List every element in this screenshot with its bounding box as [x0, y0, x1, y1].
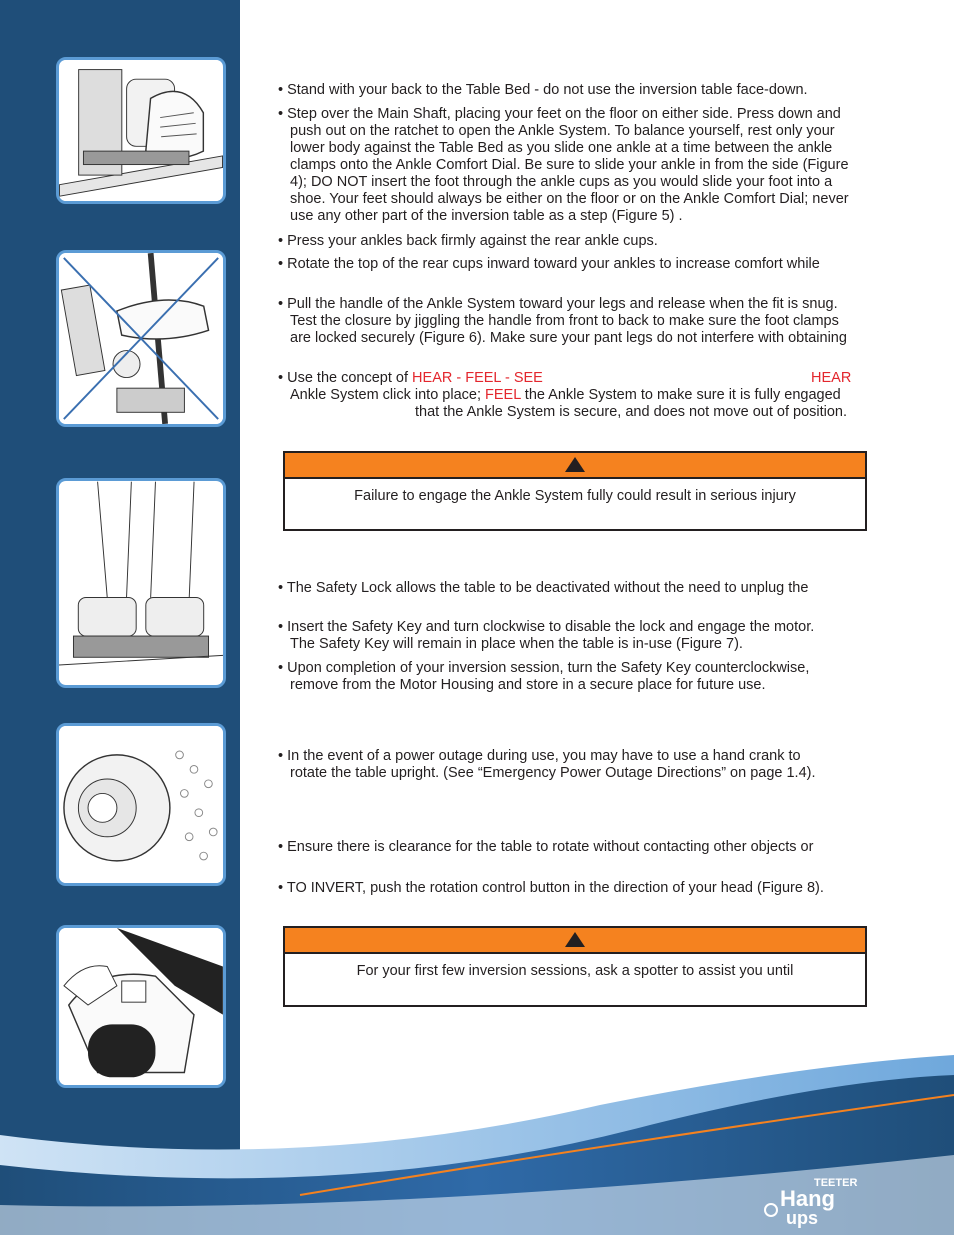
text-line: remove from the Motor Housing and store in a secure place for future use. — [290, 677, 766, 693]
ankle-bullet-rotate-cups: • Rotate the top of the rear cups inward toward your ankles to increase comfort while — [278, 256, 820, 272]
text-line: • Step over the Main Shaft, placing your feet on the floor on either side. Press down and — [278, 106, 841, 122]
text-line: The Safety Key will remain in place when the table is in-use (Figure 7). — [290, 636, 743, 652]
logo-sub-text: ups — [786, 1208, 819, 1228]
feel-emphasis: FEEL — [485, 387, 521, 403]
text-line — [278, 387, 908, 404]
text-line: that the Ankle System is secure, and does not move out of position. — [415, 404, 848, 420]
ankle-bullet-step-over — [278, 106, 908, 225]
ankle-bullet-press-back: • Press your ankles back firmly against the rear ankle cups. — [278, 233, 658, 249]
text-run: the Ankle System to make sure it is fully engaged — [520, 387, 841, 403]
motor-housing-figure — [56, 723, 226, 886]
safety-bullet-insert-key — [278, 619, 908, 653]
text-line: Test the closure by jiggling the handle from front to back to make sure the foot clamps — [290, 313, 839, 329]
text-line: • Upon completion of your inversion session, turn the Safety Key counterclockwise, — [278, 660, 810, 676]
logo-main-text: Hang — [780, 1186, 835, 1211]
text-line: clamps onto the Ankle Comfort Dial. Be sure to slide your ankle in from the side (Figure — [290, 157, 849, 173]
rotation-bullet-invert: • TO INVERT, push the rotation control button in the direction of your head (Figure 8). — [278, 880, 824, 896]
warning-triangle-icon — [565, 457, 585, 472]
text-run: Ankle System click into place; — [290, 387, 486, 403]
ankle-system-side-entry-figure — [56, 57, 226, 204]
ankles-secured-figure — [56, 478, 226, 688]
ankle-bullet-pull-handle — [278, 296, 908, 347]
hear-feel-see-emphasis: HEAR - FEEL - SEE — [412, 370, 543, 386]
logo-top-text: TEETER — [814, 1177, 858, 1189]
warning-box-ankle — [283, 451, 867, 531]
teeter-hang-ups-logo — [762, 1172, 862, 1228]
text-line: rotate the table upright. (See “Emergency Power Outage Directions” on page 1.4). — [290, 765, 816, 781]
rotation-bullet-clearance: • Ensure there is clearance for the table to rotate without contacting other objects or — [278, 839, 814, 855]
text-line: use any other part of the inversion table as a step (Figure 5) . — [290, 208, 683, 224]
text-line: 4); DO NOT insert the foot through the ankle cups as you would slide your foot into a — [290, 174, 833, 190]
crossed-out-foot-step-figure — [56, 250, 226, 427]
text-line: lower body against the Table Bed as you slide one ankle at a time between the ankle — [290, 140, 833, 156]
text-line: shoe. Your feet should always be either on the floor or on the Ankle Comfort Dial; never — [290, 191, 849, 207]
text-line: • Insert the Safety Key and turn clockwise to disable the lock and engage the motor. — [278, 619, 815, 635]
hear-emphasis: HEAR — [811, 370, 852, 386]
ankle-bullet-hear-feel-see — [278, 370, 908, 421]
power-outage-bullet — [278, 748, 908, 782]
safety-bullet-remove-key — [278, 660, 908, 694]
ankle-bullet-face-up: • Stand with your back to the Table Bed - do not use the inversion table face-down. — [278, 82, 808, 98]
safety-bullet-lock: • The Safety Lock allows the table to be deactivated without the need to unplug the — [278, 580, 809, 596]
warning-header-bar — [285, 453, 865, 479]
text-line: • Pull the handle of the Ankle System toward your legs and release when the fit is snug. — [278, 296, 838, 312]
text-line: are locked securely (Figure 6). Make sure your pant legs do not interfere with obtaining — [290, 330, 847, 346]
warning-triangle-icon — [565, 932, 585, 947]
text-run: • Use the concept of — [278, 370, 413, 386]
warning-header-bar — [285, 928, 865, 954]
text-line: push out on the ratchet to open the Ankle System. To balance yourself, rest only your — [290, 123, 835, 139]
warning-text: For your first few inversion sessions, ask a spotter to assist you until — [356, 963, 794, 979]
text-line: • In the event of a power outage during use, you may have to use a hand crank to — [278, 748, 801, 764]
warning-text: Failure to engage the Ankle System fully could result in serious injury — [354, 488, 796, 504]
